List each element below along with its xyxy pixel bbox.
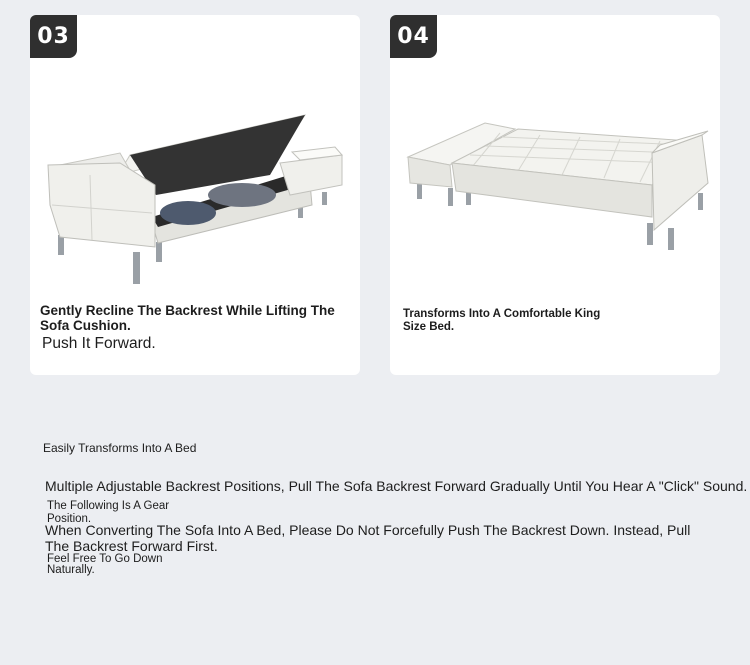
step-caption: Gently Recline The Backrest While Lifting The Sofa Cushion.: [40, 303, 335, 333]
sofa-storage-open-image: [30, 55, 360, 305]
instruction-note: The Following Is A Gear Position.: [47, 500, 170, 525]
step-caption: Transforms Into A Comfortable King Size Bed.: [403, 308, 601, 333]
section-heading: Easily Transforms Into A Bed: [43, 441, 197, 455]
step-number-badge: 04: [390, 15, 437, 58]
instruction-note: Feel Free To Go Down Naturally.: [47, 553, 163, 576]
sofa-bed-flat-image: [390, 55, 720, 305]
instruction-line: Multiple Adjustable Backrest Positions, Pull The Sofa Backrest Forward Gradually Until You Hear A "Click" Sound.: [45, 478, 748, 494]
step-number-badge: 03: [30, 15, 77, 58]
step-card-04: [390, 15, 720, 375]
step-sub-caption: Push It Forward.: [42, 335, 156, 352]
step-card-03: [30, 15, 360, 375]
instruction-line: When Converting The Sofa Into A Bed, Please Do Not Forcefully Push The Backrest Down. Instead, Pull The Backrest Forward First.: [45, 522, 691, 554]
